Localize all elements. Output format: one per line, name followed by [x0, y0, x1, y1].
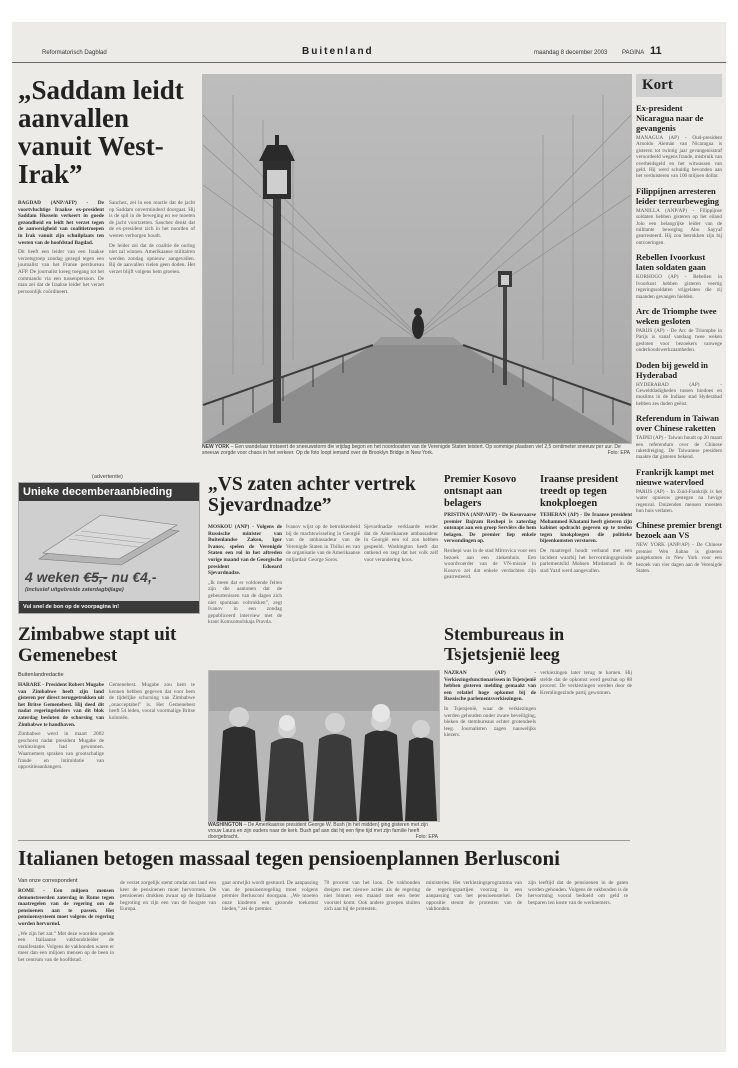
- kosovo-body: Rexhepi was in de stad Mitrovica voor een bezoek aan een ziekenhuis. Een woordvoerder van de VN-missie in Kosovo zei dat enkele verdachten zijn gearresteerd.: [444, 547, 536, 581]
- berlusconi-body-5: ministeries. Het verkiezingsprogramma van de regeringspartijen voorzag in een aanpassing van het pensioenstelsel. De oppositie steunt de protesten van de vakbonden.: [426, 880, 522, 913]
- bush-photo-credit: Foto: EPA: [415, 834, 438, 840]
- zimbabwe-headline: Zimbabwe stapt uit Gemenebest: [18, 624, 177, 666]
- kort-item: [636, 186, 722, 246]
- berlusconi-body-2: de verzet zorgelijk stemt omdat ons land een keer de pensioenen moet hervormen. De pensioenen drukken zwaar op de Italiaanse begroting en zijn een van de hoogste van Europa.: [120, 880, 216, 913]
- saddam-body-3: De leider zei dat de coalitie de oorlog niet zal winnen. Amerikaanse militairen werden zondag opnieuw aangevallen. Bij de aanvallen vielen geen doden. Het verzet blijft volgens hem groeien.: [109, 242, 195, 275]
- tsjetsjenie-column-2: [540, 670, 632, 835]
- kort-item-headline: Rebellen Ivoorkust laten soldaten gaan: [636, 252, 706, 273]
- berlusconi-headline: Italianen betogen massaal tegen pensioenplannen Berlusconi: [18, 846, 560, 870]
- bush-caption-text: De Amerikaanse president George W. Bush (in het midden) ging gisteren met zijn vrouw Laura en zijn ouders naar de kerk. Bush gaf aan dat hij een fijne tijd met zijn familie heeft doorgebracht.: [208, 822, 429, 840]
- zimbabwe-lead: HARARE - President Robert Mugabe van Zimbabwe heeft zijn land gisteren per direct teruggetrokken uit het Britse Gemenebest. Hij deed dit nadat regeringsleiders van dit blok zaterdag besloten de schorsing van Zimbabwe te handhaven.: [18, 682, 104, 728]
- berlusconi-kicker: Van onze correspondent: [18, 878, 78, 884]
- brooklyn-bridge-illustration: [203, 75, 631, 443]
- berlusconi-column-5: [426, 880, 522, 1048]
- newspaper-page: [12, 22, 726, 1052]
- berlusconi-column-3: [222, 880, 318, 1048]
- berlusconi-body-1: „We zijn het zat.” Met deze woorden opende een Italiaanse vakbondsleider de manifestatie. Volgens de vakbonden waren er meer dan een miljoen mensen op de been in het centrum van de hoofdstad.: [18, 930, 115, 963]
- berlusconi-column-1: [18, 888, 114, 1048]
- kort-item-text: MANILLA (ANP/AP) - Filippijnse soldaten hebben gisteren op het eiland Jolo een belangrijke leider van de militante beweging Abu Sayyaf gearresteerd. Hij zou betrokken zijn bij ontvoeringen.: [636, 207, 722, 246]
- berlusconi-column-4: [324, 880, 420, 1048]
- saddam-column-2: [109, 200, 195, 440]
- kort-item: [636, 413, 722, 461]
- berlusconi-lead: ROME - Een miljoen mensen demonstreerden zaterdag in Rome tegen maatregelen van de regering om de pensioenen aan te passen. Het pensioensysteem moet volgens de regering worden hervormd.: [18, 888, 114, 927]
- ad-offer-note: (inclusief uitgebreide zaterdagbijlage): [25, 587, 124, 593]
- zimbabwe-body-2: Gemenebest. Mugabe zou hem te kennen hebben gegeven dat voor hem de tijdelijke schorsing van Zimbabwe „onacceptabel” is. Het Gemenebest heeft 54 leden, vooral voormalige Britse koloniën.: [109, 682, 195, 721]
- kort-item-headline: Doden bij geweld in Hyderabad: [636, 359, 709, 380]
- kort-item-text: HYDERABAD (AP) - Gewelddadigheden tussen hindoes en moslims in de Indiase stad Hyderabad hebben zes doden geëist.: [636, 381, 722, 407]
- saddam-column-1: [18, 200, 104, 440]
- sjevardnadze-headline: „VS zaten achter vertrek Sjevardnadze”: [208, 474, 416, 516]
- sjevardnadze-body-3: Sjevardnadze verklaarde eerder dat de Amerikaanse ambassadeur in Georgië een rol zou hebben gespeeld. Washington heeft dat ontkend en zegt dat het volk zelf voor verandering koos.: [364, 524, 438, 563]
- sjevardnadze-body-1: „Ik meen dat er voldoende feiten zijn die aantonen dat de gebeurtenissen van de dagen zich niet spontaan voltrokken”, zegt Ivanov in een zondag gepubliceerd interview met de krant Komsomolskaja Pravda.: [208, 579, 282, 626]
- kort-item: [636, 103, 722, 180]
- kort-item-text: MANAGUA (AP) - Oud-president Arnoldo Alemán van Nicaragua is gisteren tot twintig jaar gevangenisstraf veroordeeld wegens fraude, misbruik van overheidsgeld en het witwassen van geld. Hij werd schuldig bevonden aan het verduisteren van 100 miljoen dollar.: [636, 135, 722, 180]
- ad-box[interactable]: [18, 482, 200, 614]
- saddam-lead: BAGDAD (ANP/AFP) - De voortvluchtige Iraakse ex-president Saddam Hussein verkeert in goede gezondheid en leidt het verzet tegen de aanwezigheid van coalitietroepen in Irak vanuit zijn schuilplaats ten westen van de hoofdstad Bagdad.: [18, 200, 104, 246]
- sjevardnadze-column-3: [364, 524, 438, 664]
- berlusconi-body-4: 70 procent van het loon. De vakbonden dreigen met nieuwe acties als de regering niet binnen een maand met een beter voorstel komt. Ook andere groepen sluiten zich aan bij de protesten.: [324, 880, 420, 913]
- kort-item-text: PARIJS (AP) - In Zuid-Frankrijk is het water opnieuw gestegen na hevige regenval. Duizenden mensen moesten hun huis verlaten.: [636, 488, 722, 514]
- kosovo-lead: PRISTINA (ANP/AFP) - De Kosovaarse premier Bajram Rexhepi is zaterdag ontsnapt aan een groep Serviërs die hem belagen. De premier liep enkele verwondingen op.: [444, 512, 536, 545]
- kort-item-headline: Arc de Triomphe twee weken gesloten: [636, 305, 717, 326]
- bridge-photo: [202, 74, 632, 444]
- kort-item: [636, 252, 722, 300]
- kosovo-headline: Premier Kosovo ontsnapt aan belagers: [444, 474, 517, 509]
- berlusconi-body-3: gaat ontwijkt wordt gestuurd. De aanpassing van de pensioenregeling moet volgens premier Berlusconi doorgaan. „We moeten onze kinderen een gezonde toekomst bieden,” zei de premier.: [222, 880, 318, 913]
- iran-column: [540, 512, 632, 622]
- kort-item-headline: Chinese premier brengt bezoek aan VS: [636, 520, 722, 541]
- tsjetsjenie-body-2: verkiezingen later terug te komen. Hij stelde dat de opkomst werd geschat op 88 procent. De verkiezingen werden door de Kremlingezinde partij gewonnen.: [540, 670, 632, 696]
- sjevardnadze-column-2: [286, 524, 360, 664]
- kort-item-text: NEW YORK (ANP/AP) - De Chinese premier Wen Jiabao is gisteren aangekomen in New York voor een bezoek van vier dagen aan de Verenigde Staten.: [636, 542, 722, 575]
- kort-title: Kort: [636, 74, 722, 97]
- berlusconi-column-2: [120, 880, 216, 1048]
- kort-item-headline: Ex-president Nicaragua naar de gevangenis: [636, 103, 704, 133]
- page-number: 11: [650, 45, 662, 57]
- zimbabwe-column-1: [18, 682, 104, 832]
- masthead-rule: [12, 62, 726, 63]
- kort-item-text: PARIJS (AP) - De Arc de Triomphe in Parijs is vanaf vandaag twee weken gesloten voor bezoekers vanwege onderhoudswerkzaamheden.: [636, 327, 722, 354]
- bush-caption: WASHINGTON – De Amerikaanse president George W. Bush (in het midden) ging gisteren met zijn vrouw Laura en zijn ouders naar de kerk. Bush gaf aan dat hij een fijne tijd met zijn familie heeft doorgebracht. Foto: EPA: [208, 822, 438, 840]
- bridge-caption-text: Een wandelaar trotseert de sneeuwstorm die vrijdag begon en het noordoosten van de Verenigde Staten teistert. Op sommige plaatsen viel 2,5 centimeter sneeuw per uur. De sneeuw zorgde voor chaos in het verkeer. Op de foto loopt iemand over de Brooklyn Bridge in New York.: [202, 444, 621, 456]
- iran-lead: TEHERAN (AP) - De Iraanse president Mohammed Khatami heeft gisteren zijn kabinet opdracht gegeven op te treden tegen knokploegen die politieke bijeenkomsten verstoren.: [540, 512, 632, 545]
- saddam-body-2: Sanchez, zei in een reactie dat de jacht op Saddam onverminderd doorgaat. Hij is de spil in de beweging en we moeten de jacht voortzetten. Sanchez denkt dat de ex-president zich in het noorden of westen verborgen houdt.: [109, 200, 195, 239]
- bush-family-illustration: [209, 671, 439, 821]
- bridge-photo-credit: Foto: EPA: [607, 450, 630, 456]
- tsjetsjenie-body-1: In Tsjetsjenië, waar de verkiezingen werden gehouden onder zware beveiliging, bleken de stembureaus echter grotendeels leeg. Journalisten zagen nauwelijks kiezers.: [444, 705, 536, 739]
- ad-new-price: nu €4,-: [111, 569, 157, 585]
- berlusconi-column-6: [528, 880, 628, 1048]
- section-title: Buitenland: [302, 46, 374, 57]
- kosovo-column: [444, 512, 536, 622]
- iran-headline: Iraanse president treedt op tegen knokploegen: [540, 474, 619, 509]
- bridge-caption: NEW YORK – Een wandelaar trotseert de sneeuwstorm die vrijdag begon en het noordoosten van de Verenigde Staten teistert. Op sommige plaatsen viel 2,5 centimeter sneeuw per uur. De sneeuw zorgde voor chaos in het verkeer. Op de foto loopt iemand over de Brooklyn Bridge in New York. Foto: EPA: [202, 444, 630, 456]
- kort-item: [636, 306, 722, 354]
- bush-family-photo: [208, 670, 440, 822]
- bush-caption-kicker: WASHINGTON: [208, 822, 243, 828]
- kort-item-text: TAIPEI (AP) - Taiwan houdt op 20 maart een referendum over de Chinese raketdreiging. De Taiwanese president maakte dat gisteren bekend.: [636, 435, 722, 461]
- bridge-caption-kicker: NEW YORK: [202, 444, 230, 450]
- ad-offer-prefix: 4 weken: [25, 569, 80, 585]
- paper-name: Reformatorisch Dagblad: [42, 50, 107, 56]
- ad-label: (advertentie): [92, 474, 123, 480]
- saddam-body-1: Dit heeft een leider van een Iraakse verzetsgroep zondag gezegd tegen een journalist van het Franse persbureau AFP. De journalist kreeg toegang tot het commando via een tussenpersoon. De man zei dat de Iraakse leider het verzet persoonlijk coördineert.: [18, 249, 104, 295]
- kort-item-text: KORHOGO (AP) - Rebellen in Ivoorkust hebben gisteren veertig regeringssoldaten vrijgelaten die zij maanden gevangen hielden.: [636, 274, 722, 300]
- tsjetsjenie-lead: NAZRAN (AP) - Verkiezingsfunctionarissen in Tsjetsjenië hebben gisteren melding gemaakt van een relatief hoge opkomst bij de Russische parlementsverkiezingen.: [444, 670, 536, 703]
- kort-item: [636, 520, 722, 574]
- newspaper-stack-icon: [29, 509, 189, 565]
- ad-offer: [25, 569, 157, 585]
- saddam-headline: „Saddam leidt aanvallen vanuit West-Irak”: [18, 75, 184, 189]
- tsjetsjenie-headline: Stembureaus in Tsjetsjenië leeg: [444, 624, 565, 664]
- sjevardnadze-lead: MOSKOU (ANP) - Volgens de Russische minister van Buitenlandse Zaken, Igor Ivanov, spelen de Verenigde Staten een rol in het aftreden vorige maand van de Georgische president Edoeard Sjevardnadze.: [208, 524, 282, 577]
- sjevardnadze-body-2: Ivanov wijst op de betrokkenheid bij de machtswisseling in Georgië van de ambassadeur van de Verenigde Staten in Tbilisi en van de organisatie van de Amerikaanse miljardair George Soros.: [286, 524, 360, 563]
- page-label: PAGINA: [622, 50, 645, 56]
- iran-body: De maatregel houdt verband met een incident waarbij het hervormingsgezinde parlementslid Mohsen Mirdamadi in de stad Yazd werd aangevallen.: [540, 547, 632, 574]
- kort-item-headline: Filippijnen arresteren leider terreurbeweging: [636, 185, 720, 206]
- zimbabwe-body-1: Zimbabwe werd in maart 2002 geschorst nadat president Mugabe de verkiezingen had gewonnen. Waarnemers spraken van grootschalige fraude en intimidatie van oppositieaanhangers.: [18, 731, 104, 771]
- kort-item-headline: Frankrijk kampt met nieuwe watervloed: [636, 466, 714, 487]
- kort-item: [636, 360, 722, 408]
- zimbabwe-kicker: Buitenlandredactie: [18, 672, 64, 678]
- ad-old-price: €5,-: [83, 569, 108, 585]
- bottom-section-rule: [18, 840, 630, 841]
- berlusconi-body-6: zijn leeftijd dat de pensioenen in de gaten worden gehouden. Volgens de vakbonden is de hervorming vooral bedoeld om geld te besparen ten koste van de werknemers.: [528, 880, 628, 906]
- ad-footer: Vul snel de bon op de voorpagina in!: [19, 601, 199, 613]
- kort-item: [636, 467, 722, 515]
- issue-date: maandag 8 december 2003: [534, 50, 608, 56]
- kort-item-headline: Referendum in Taiwan over Chinese raketten: [636, 413, 719, 434]
- tsjetsjenie-column-1: [444, 670, 536, 835]
- zimbabwe-column-2: [109, 682, 195, 832]
- ad-title: Unieke decemberaanbieding: [19, 483, 199, 501]
- sjevardnadze-column-1: [208, 524, 282, 664]
- kort-sidebar: [636, 74, 722, 1049]
